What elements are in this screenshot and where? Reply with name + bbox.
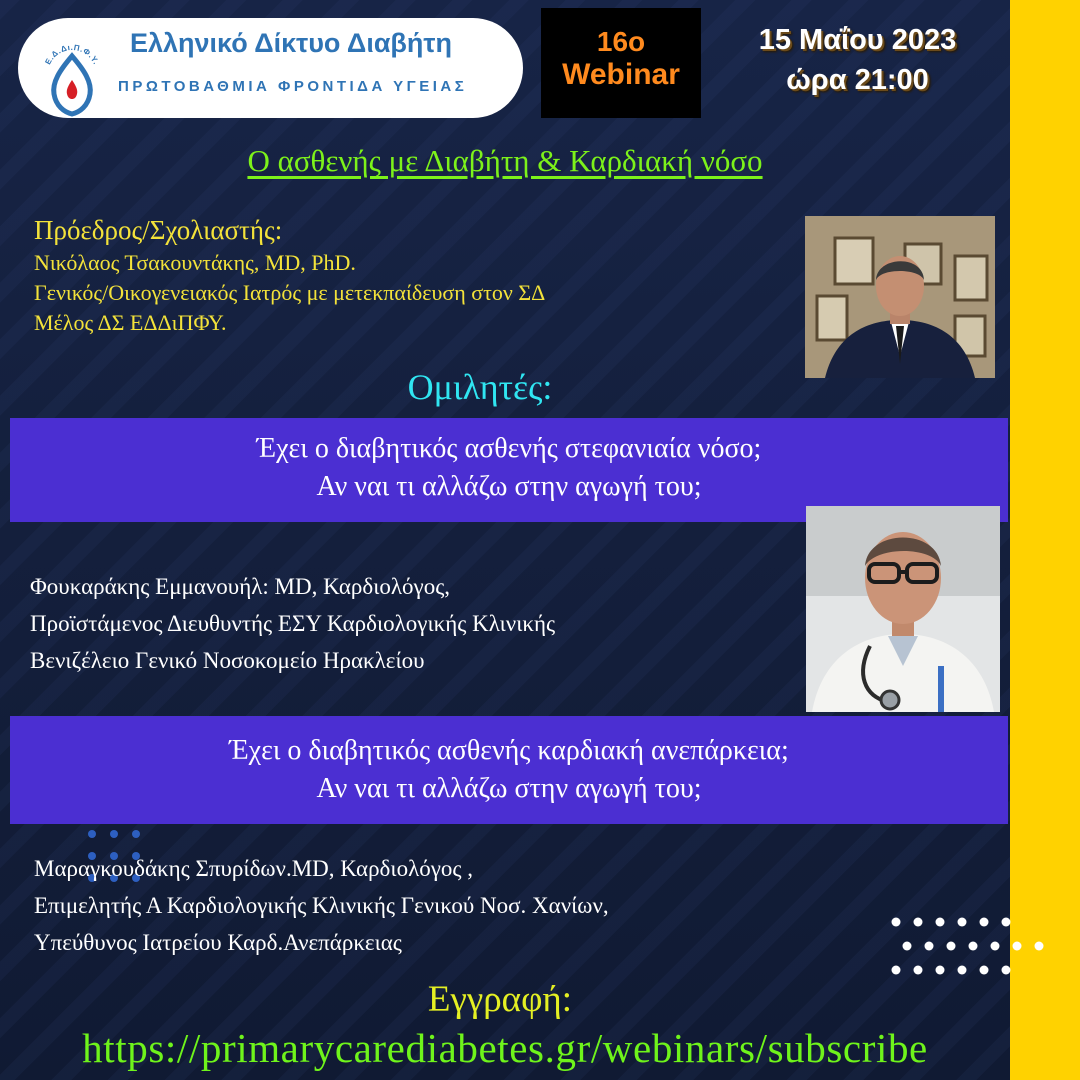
- chair-name: Νικόλαος Τσακουντάκης, MD, PhD.: [34, 250, 356, 275]
- talk-2-question-band: [10, 716, 1008, 824]
- chair-membership: Μέλος ΔΣ ΕΔΔιΠΦΥ.: [34, 310, 227, 335]
- speaker-2-name: Μαραγκουδάκης Σπυρίδων.MD, Καρδιολόγος ,: [34, 856, 473, 881]
- chair-photo: [805, 216, 995, 378]
- speaker-1-info: [30, 568, 555, 679]
- speaker-1-photo: [806, 506, 1000, 712]
- webinar-label: Webinar: [562, 58, 680, 91]
- registration-label: Εγγραφή:: [427, 979, 573, 1020]
- event-day: 15 Μαΐου 2023: [758, 24, 957, 56]
- talk-2-question-line-2: Αν ναι τι αλλάζω στην αγωγή του;: [316, 773, 702, 804]
- speakers-heading: Ομιλητές:: [407, 367, 553, 407]
- talk-1-question-line-1: Έχει ο διαβητικός ασθενής στεφανιαία νόσο;: [256, 433, 762, 464]
- webinar-number: 16ο: [596, 26, 646, 57]
- logo-arc-text: Ε.Δ.Δι.Π.Φ.Υ.: [43, 42, 101, 67]
- event-date: [715, 20, 1000, 100]
- chair-portrait: [805, 216, 995, 378]
- decorative-dots-right: [888, 914, 1048, 980]
- organization-logo: [18, 18, 523, 118]
- event-title: Ο ασθενής με Διαβήτη & Καρδιακή νόσο: [247, 143, 763, 178]
- talk-2-question-line-1: Έχει ο διαβητικός ασθενής καρδιακή ανεπάρκεια;: [229, 735, 789, 766]
- speaker-1-position: Προϊστάμενος Διευθυντής ΕΣΥ Καρδιολογικής Κλινικής: [30, 611, 556, 636]
- drop-logo-icon: [42, 38, 102, 118]
- logo-subtitle: ΠΡΩΤΟΒΑΘΜΙΑ ΦΡΟΝΤΙΔΑ ΥΓΕΙΑΣ: [118, 78, 468, 95]
- chair-label: Πρόεδρος/Σχολιαστής:: [34, 215, 283, 245]
- speaker-2-info: [34, 850, 609, 961]
- speaker-1-hospital: Βενιζέλειο Γενικό Νοσοκομείο Ηρακλείου: [30, 648, 425, 673]
- speaker-1-portrait: [806, 506, 1000, 712]
- speaker-2-position: Επιμελητής Α Καρδιολογικής Κλινικής Γενικού Νοσ. Χανίων,: [34, 893, 609, 918]
- logo-title: Ελληνικό Δίκτυο Διαβήτη: [130, 28, 452, 58]
- talk-1-question-line-2: Αν ναι τι αλλάζω στην αγωγή του;: [316, 471, 702, 502]
- chair-section: [34, 212, 794, 338]
- event-time: ώρα 21:00: [786, 64, 929, 96]
- chair-role: Γενικός/Οικογενειακός Ιατρός με μετεκπαίδευση στον ΣΔ: [34, 280, 546, 305]
- speaker-1-name: Φουκαράκης Εμμανουήλ: MD, Καρδιολόγος,: [30, 574, 451, 599]
- speaker-2-clinic: Υπεύθυνος Ιατρείου Καρδ.Ανεπάρκειας: [34, 930, 402, 955]
- registration-link[interactable]: https://primarycarediabetes.gr/webinars/subscribe: [82, 1025, 928, 1071]
- webinar-badge: [541, 8, 701, 118]
